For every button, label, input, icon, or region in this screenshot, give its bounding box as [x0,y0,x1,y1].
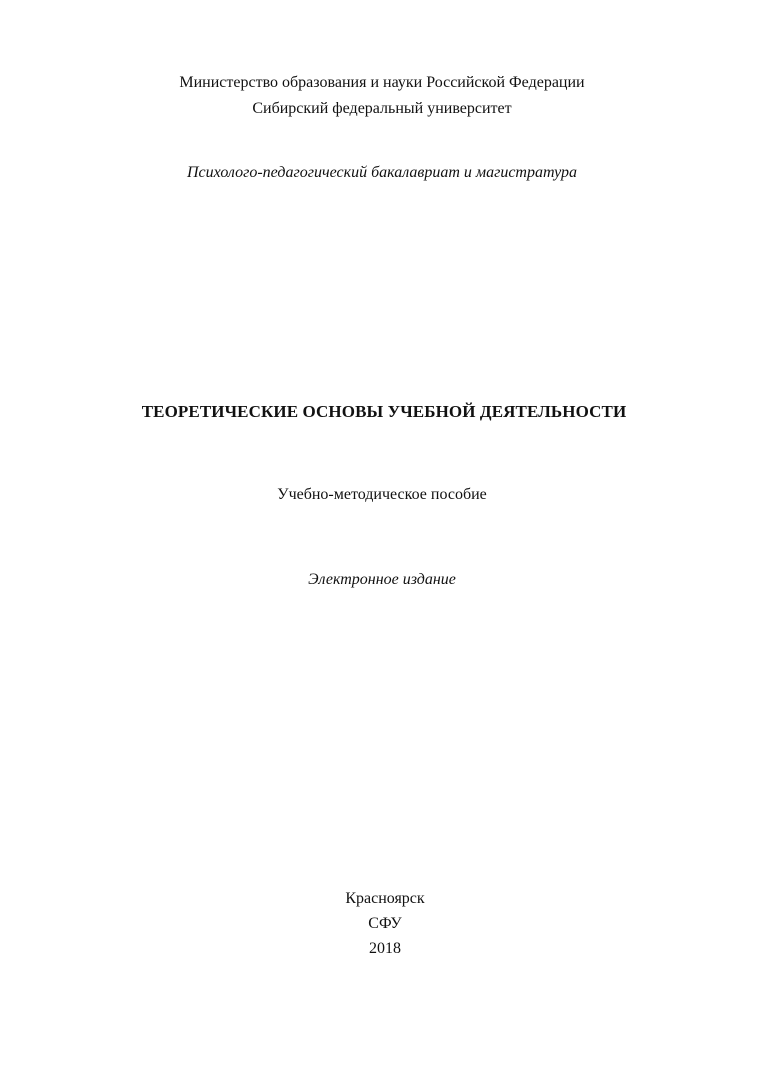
imprint-publisher: СФУ [368,915,402,932]
imprint-city: Красноярск [345,890,425,907]
university-name: Сибирский федеральный университет [252,100,512,117]
program-series: Психолого-педагогический бакалавриат и магистратура [186,164,578,181]
imprint-year: 2018 [369,940,401,957]
document-title: ТЕОРЕТИЧЕСКИЕ ОСНОВЫ УЧЕБНОЙ ДЕЯТЕЛЬНОСТИ [141,402,627,421]
edition-label: Электронное издание [308,571,456,588]
ministry-name: Министерство образования и науки Российской Федерации [179,74,585,91]
document-type: Учебно-методическое пособие [277,486,487,503]
